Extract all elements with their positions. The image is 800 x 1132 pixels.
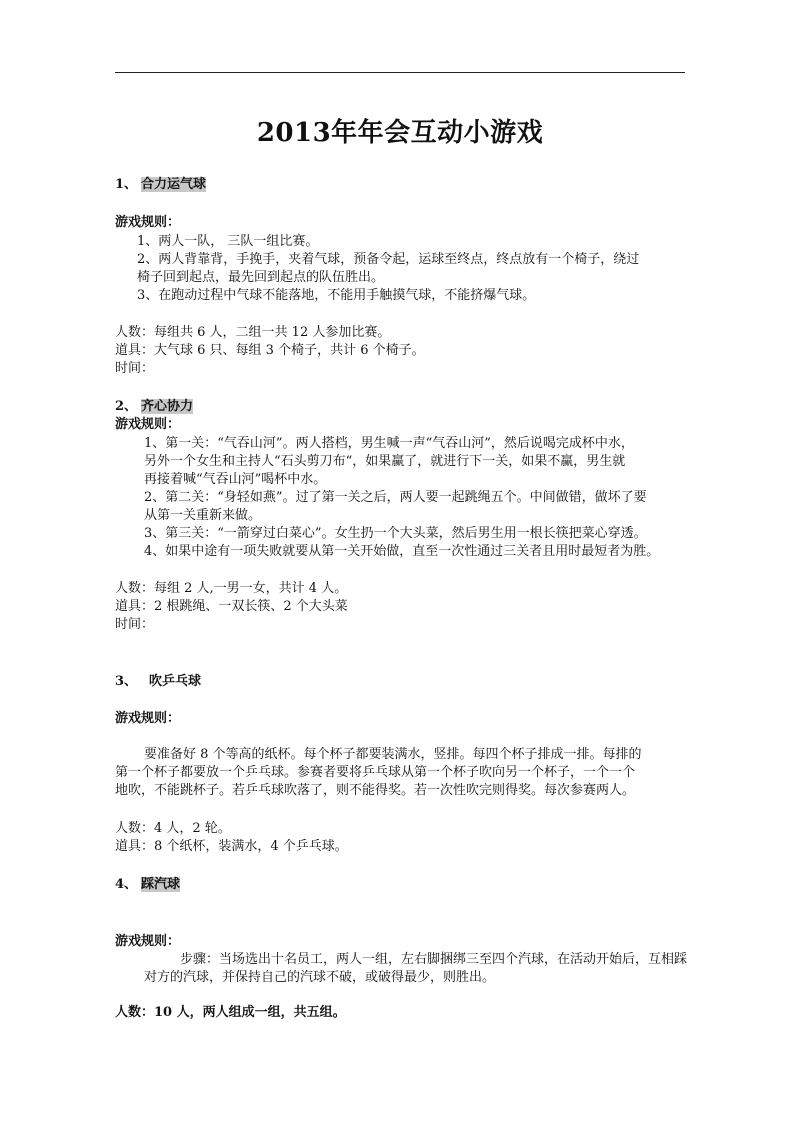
- game-1-rule-line: 1、两人一队， 三队一组比赛。: [137, 234, 319, 249]
- game-3-heading: [115, 673, 201, 691]
- game-1-name: 合力运气球: [141, 177, 207, 192]
- game-2-props: 道具：2 根跳绳、一双长筷、2 个大头菜: [115, 599, 348, 614]
- game-2-number: 2、: [115, 399, 138, 414]
- game-2-rule-label: 游戏规则：: [115, 417, 181, 432]
- game-2-name: 齐心协力: [141, 399, 194, 414]
- game-1-rule-line: 2、两人背靠背，手挽手，夹着气球，预备令起，运球至终点，终点放有一个椅子，绕过: [137, 252, 640, 267]
- game-1-props: 道具：大气球 6 只、每组 3 个椅子，共计 6 个椅子。: [115, 343, 425, 358]
- game-4-people: 人数：10 人，两人组成一组，共五组。: [115, 1005, 346, 1020]
- game-2-rule-line: 从第一关重新来做。: [144, 508, 262, 523]
- game-1-rule-label: 游戏规则：: [115, 215, 181, 230]
- document-title: 2013年年会互动小游戏: [256, 118, 544, 148]
- game-1-number: 1、: [115, 177, 138, 192]
- game-2-rule-line: 3、第三关：“一箭穿过白菜心”。女生扔一个大头菜，然后男生用一根长筷把菜心穿透。: [144, 526, 647, 541]
- game-3-props: 道具：8 个纸杯，装满水，4 个乒乓球。: [115, 839, 348, 854]
- game-2-rule-line: 再接着喊“气吞山河”喝杯中水。: [144, 472, 327, 487]
- game-4-name: 踩汽球: [141, 877, 181, 892]
- game-1-time: 时间：: [115, 361, 155, 376]
- header-rule: [115, 72, 685, 73]
- game-3-rule-line: 第一个杯子都要放一个乒乓球。参赛者要将乒乓球从第一个杯子吹向另一个杯子，一个一个: [115, 765, 636, 780]
- game-1-people: 人数：每组共 6 人，二组一共 12 人参加比赛。: [115, 325, 391, 340]
- game-3-rule-line: 地吹，不能跳杯子。若乒乓球吹落了，则不能得奖。若一次性吹完则得奖。每次参赛两人。: [115, 783, 636, 798]
- game-3-rule-label: 游戏规则：: [115, 711, 181, 726]
- game-3-name: 吹乒乓球: [149, 674, 202, 689]
- game-3-number: 3、: [115, 674, 138, 689]
- game-1-heading: [115, 176, 206, 194]
- game-4-number: 4、: [115, 877, 138, 892]
- game-4-rule-line: 对方的汽球，并保持自己的汽球不破，或破得最少，则胜出。: [144, 970, 496, 985]
- game-3-people: 人数：4 人，2 轮。: [115, 821, 231, 836]
- game-2-rule-line: 2、第二关：“身轻如燕”。过了第一关之后，两人要一起跳绳五个。中间做错，做坏了要: [144, 490, 647, 505]
- game-2-time: 时间：: [115, 617, 155, 632]
- game-2-rule-line: 另外一个女生和主持人“石头剪刀布“，如果赢了，就进行下一关，如果不赢，男生就: [144, 454, 626, 469]
- game-1-rule-line: 椅子回到起点，最先回到起点的队伍胜出。: [137, 270, 385, 285]
- game-1-rule-line: 3、在跑动过程中气球不能落地，不能用手触摸气球，不能挤爆气球。: [137, 288, 536, 303]
- game-4-rule-line: 步骤：当场选出十名员工，两人一组，左右脚捆绑三至四个汽球，在活动开始后，互相踩: [180, 952, 688, 967]
- game-3-rule-line: 要准备好 8 个等高的纸杯。每个杯子都要装满水，竖排。每四个杯子排成一排。每排的: [144, 747, 642, 762]
- game-2-rule-line: 1、第一关：“气吞山河”。两人搭档，男生喊一声“气吞山河”，然后说喝完成杯中水，: [144, 436, 634, 451]
- game-4-rule-label: 游戏规则：: [115, 934, 181, 949]
- game-4-heading: [115, 876, 180, 894]
- game-2-rule-line: 4、如果中途有一项失败就要从第一关开始做，直至一次性通过三关者且用时最短者为胜。: [144, 544, 660, 559]
- game-2-heading: [115, 398, 193, 416]
- game-2-people: 人数：每组 2 人,一男一女，共计 4 人。: [115, 581, 348, 596]
